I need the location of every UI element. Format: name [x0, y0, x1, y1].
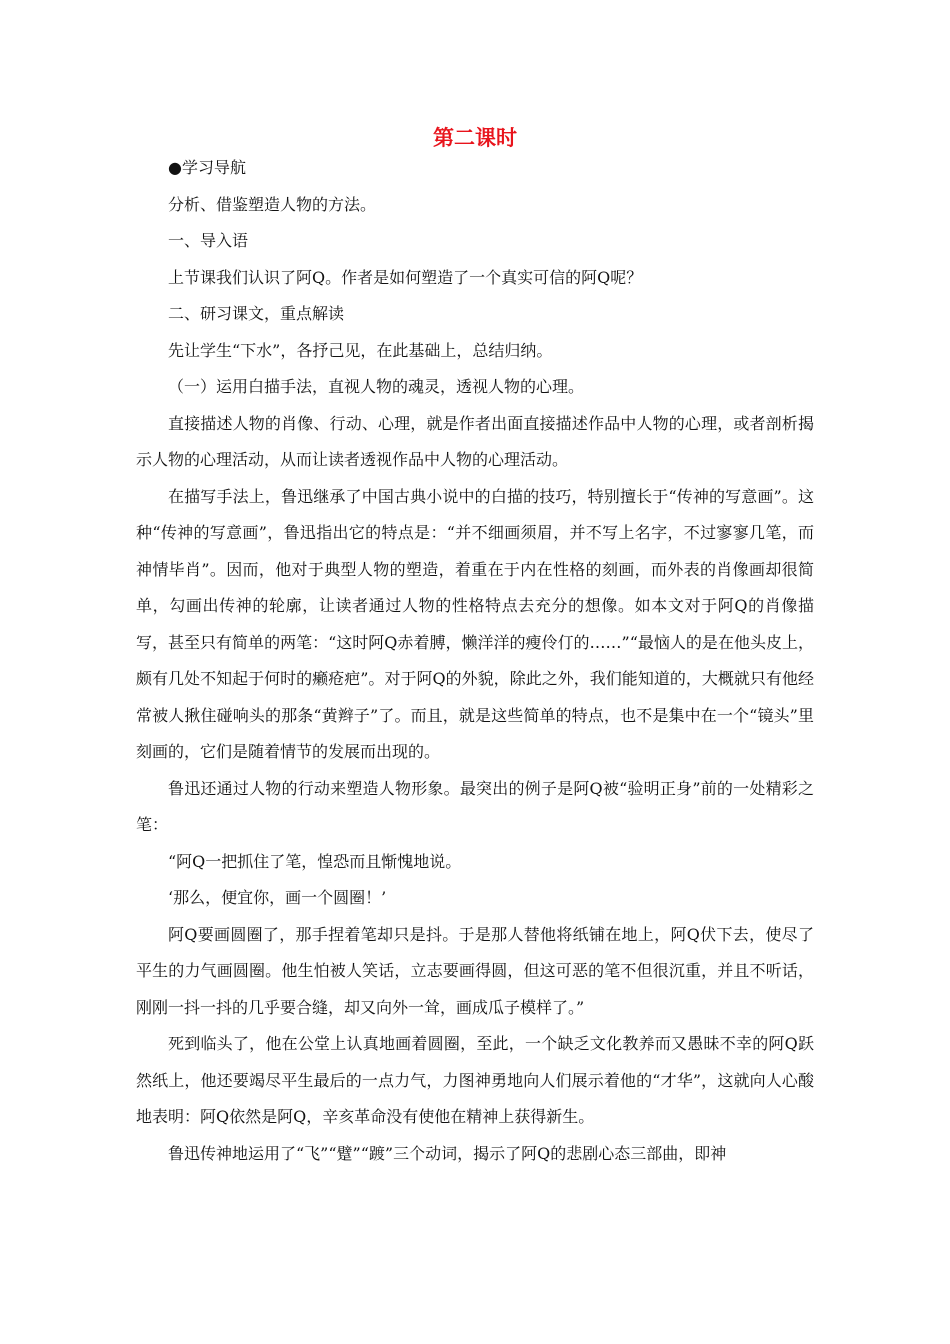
section-heading-study-text: 二、研习课文，重点解读 [168, 304, 345, 323]
page-title: 第二课时 [433, 125, 517, 150]
paragraph: 上节课我们认识了阿Q。作者是如何塑造了一个真实可信的阿Q呢？ [168, 267, 643, 287]
subsection-heading: （一）运用白描手法，直视人物的魂灵，透视人物的心理。 [168, 377, 585, 396]
paragraph: 死到临头了，他在公堂上认真地画着圆圈，至此，一个缺乏文化教养而又愚昧不幸的阿Q跃然纸上，他还要竭尽平生最后的一点力气，力图神勇地向人们展示着他的“才华”，这就向人心酸地表明：阿Q依然是阿Q，辛亥革命没有使他在精神上获得新生。 [136, 1034, 814, 1126]
paragraph: 直接描述人物的肖像、行动、心理，就是作者出面直接描述作品中人物的心理，或者剖析揭示人物的心理活动，从而让读者透视作品中人物的心理活动。 [136, 413, 814, 469]
quote-paragraph: ‘那么，便宜你，画一个圆圈！’ [168, 888, 387, 907]
paragraph: 阿Q要画圆圈了，那手捏着笔却只是抖。于是那人替他将纸铺在地上，阿Q伏下去，使尽了平生的力气画圆圈。他生怕被人笑话，立志要画得圆，但这可恶的笔不但很沉重，并且不听话，刚刚一抖一抖的几乎要合缝，却又向外一耸，画成瓜子模样了。” [136, 924, 814, 1017]
section-heading-intro: 一、导入语 [168, 231, 249, 250]
paragraph: 先让学生“下水”，各抒己见，在此基础上，总结归纳。 [168, 340, 553, 360]
paragraph: 鲁迅传神地运用了“飞”“躄”“踱”三个动词，揭示了阿Q的悲剧心态三部曲，即神 [168, 1143, 727, 1163]
section-heading-study-guide: ●学习导航 [168, 158, 246, 177]
paragraph: 在描写手法上，鲁迅继承了中国古典小说中的白描的技巧，特别擅长于“传神的写意画”。这种“传神的写意画”，鲁迅指出它的特点是：“并不细画须眉，并不写上名字，不过寥寥几笔，而神情毕肖”。因而，他对于典型人物的塑造，着重在于内在性格的刻画，而外表的肖像画却很简单，勾画出传神的轮廓，让读者通过人物的性格特点去充分的想像。如本文对于阿Q的肖像描写，甚至只有简单的两笔：“这时阿Q赤着膊，懒洋洋的瘦伶仃的……”“最恼人的是在他头皮上，颇有几处不知起于何时的癞疮疤”。对于阿Q的外貌，除此之外，我们能知道的，大概就只有他经常被人揪住碰响头的那条“黄辫子”了。而且，就是这些简单的特点，也不是集中在一个“镜头”里刻画的，它们是随着情节的发展而出现的。 [136, 486, 814, 761]
quote-paragraph: “阿Q一把抓住了笔，惶恐而且惭愧地说。 [168, 851, 462, 871]
document-body [136, 150, 814, 1172]
paragraph: 分析、借鉴塑造人物的方法。 [168, 194, 377, 214]
paragraph: 鲁迅还通过人物的行动来塑造人物形象。最突出的例子是阿Q被“验明正身”前的一处精彩之笔： [136, 778, 814, 834]
